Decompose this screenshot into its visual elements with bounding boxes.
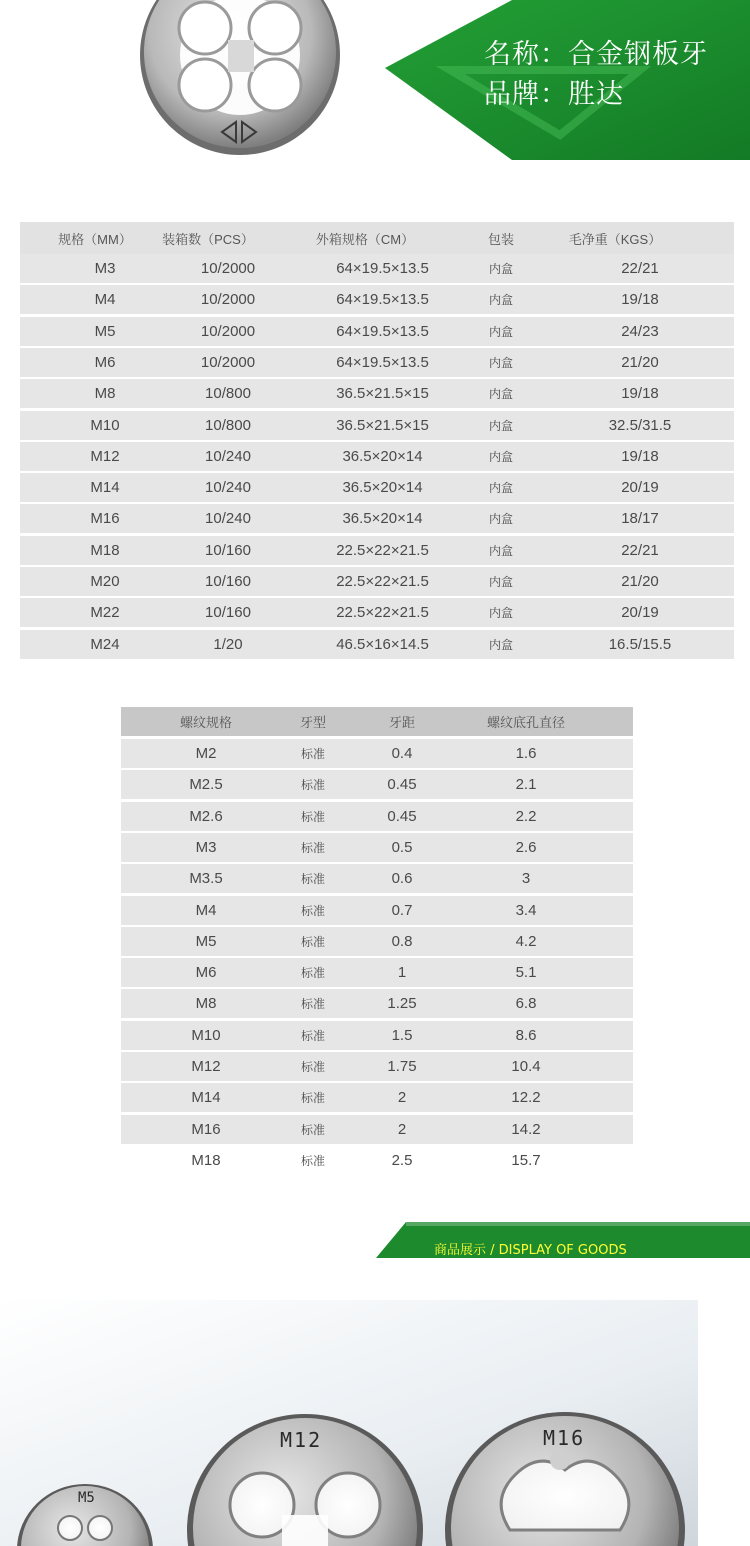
table-cell: M4 [195, 901, 217, 919]
table-cell: 2.6 [515, 838, 537, 856]
table-cell: 6.8 [515, 995, 537, 1013]
table-cell: M14 [90, 479, 120, 497]
table-cell: M2.5 [189, 776, 223, 794]
table-cell: 64×19.5×13.5 [336, 353, 429, 371]
table-cell: 1 [397, 964, 407, 982]
table-cell: 1.25 [387, 995, 417, 1013]
table-cell: M14 [191, 1089, 221, 1107]
table-row [20, 504, 734, 533]
table-row [20, 630, 734, 659]
table-cell: 标准 [300, 872, 325, 887]
table-cell: 2 [397, 1089, 407, 1107]
table-cell: 标准 [300, 1091, 325, 1106]
table-cell: M8 [94, 385, 116, 403]
table-cell: 10/160 [205, 604, 251, 622]
table-cell: M22 [90, 604, 120, 622]
table-cell: 36.5×21.5×15 [336, 416, 429, 434]
table-cell: 19/18 [621, 447, 659, 465]
table-cell: 0.45 [387, 776, 417, 794]
table-cell: M2 [195, 745, 217, 762]
table-cell: 0.8 [391, 932, 413, 950]
table-cell: 2.1 [515, 776, 537, 794]
table-row [121, 1115, 633, 1144]
table-cell: 内盒 [488, 575, 513, 589]
table-cell: 10/2000 [200, 260, 256, 277]
table-cell: 10/240 [205, 479, 251, 497]
table-row [121, 989, 633, 1018]
table-cell: 64×19.5×13.5 [336, 322, 429, 340]
packing-spec-table [20, 222, 734, 658]
die-size-label: M16 [543, 1426, 586, 1450]
table-cell: 标准 [300, 1060, 325, 1074]
table-row [121, 864, 633, 893]
table-cell: 12.2 [511, 1089, 541, 1107]
table-cell: 4.2 [515, 932, 537, 950]
table-cell: 标准 [300, 934, 325, 949]
table-cell: M5 [94, 322, 116, 340]
column-header: 牙距 [388, 715, 415, 730]
table-cell: 内盒 [488, 262, 513, 276]
table-cell: 2.2 [515, 807, 537, 825]
table-cell: 标准 [300, 997, 325, 1012]
table-cell: M10 [191, 1026, 221, 1044]
product-brand-line: 品牌：胜达 [484, 79, 624, 110]
table-cell: M3 [94, 260, 116, 277]
table-row [121, 1083, 633, 1112]
table-row [20, 254, 734, 283]
table-row [20, 411, 734, 440]
table-cell: 0.45 [387, 807, 417, 825]
table-cell: 0.5 [391, 838, 413, 856]
table-cell: M2.6 [189, 807, 223, 825]
table-cell: 10/160 [205, 573, 251, 590]
table-cell: 内盒 [488, 481, 513, 496]
table-cell: M12 [90, 447, 120, 465]
table-cell: M18 [90, 541, 120, 559]
table-header-row [121, 707, 633, 736]
table-cell: 10/2000 [200, 322, 256, 340]
table-cell: 36.5×21.5×15 [336, 385, 429, 403]
column-header: 包装 [487, 231, 514, 247]
table-cell: 1.5 [391, 1026, 413, 1044]
table-cell: 22.5×22×21.5 [336, 573, 429, 590]
table-cell: 标准 [300, 809, 325, 824]
column-header: 装箱数（PCS） [162, 231, 254, 247]
table-cell: 21/20 [621, 353, 659, 371]
table-cell: M16 [191, 1120, 221, 1138]
table-row [20, 567, 734, 596]
thread-spec-table [121, 707, 633, 1175]
table-cell: M5 [195, 932, 217, 950]
table-cell: 2.5 [391, 1151, 413, 1169]
table-cell: 10/2000 [200, 353, 256, 371]
table-cell: 0.7 [391, 901, 413, 919]
table-cell: 内盒 [488, 418, 513, 433]
table-cell: 3 [521, 870, 531, 888]
table-row [20, 317, 734, 346]
table-cell: 22/21 [621, 260, 659, 277]
column-header: 规格（MM） [58, 231, 132, 247]
table-cell: 24/23 [621, 322, 659, 340]
die-size-label: M5 [78, 1490, 95, 1506]
table-cell: 0.4 [391, 745, 413, 762]
column-header: 外箱规格（CM） [315, 231, 415, 247]
table-cell: 标准 [300, 903, 325, 918]
table-cell: 内盒 [488, 387, 513, 402]
column-header: 毛净重（KGS） [568, 231, 662, 247]
table-row [121, 802, 633, 831]
table-cell: M12 [191, 1058, 221, 1075]
table-row [121, 1146, 633, 1175]
table-cell: 32.5/31.5 [608, 416, 672, 434]
table-cell: 18/17 [621, 510, 659, 528]
table-row [121, 833, 633, 862]
die-photo [0, 1300, 698, 1546]
table-cell: 22.5×22×21.5 [336, 541, 429, 559]
table-cell: 64×19.5×13.5 [336, 260, 429, 277]
table-cell: M3 [195, 838, 217, 856]
table-cell: 64×19.5×13.5 [336, 291, 429, 309]
table-cell: 1.6 [515, 745, 537, 762]
table-cell: 2 [397, 1120, 407, 1138]
table-cell: 10/160 [205, 541, 251, 559]
table-cell: 10/240 [205, 510, 251, 528]
table-row [20, 285, 734, 314]
table-cell: 8.6 [515, 1026, 537, 1044]
table-cell: 内盒 [488, 637, 513, 652]
table-row [121, 958, 633, 987]
table-cell: M6 [94, 353, 116, 371]
product-display-photo [0, 1300, 698, 1546]
table-cell: 内盒 [488, 543, 513, 558]
table-cell: M20 [90, 573, 120, 590]
table-cell: 22/21 [621, 541, 659, 559]
table-cell: 标准 [300, 1153, 325, 1168]
column-header: 螺纹底孔直径 [486, 715, 565, 730]
table-cell: 1/20 [213, 635, 243, 653]
table-cell: 标准 [300, 966, 325, 981]
table-cell: 5.1 [515, 964, 537, 982]
table-cell: 15.7 [511, 1151, 541, 1169]
table-row [121, 927, 633, 956]
table-cell: 14.2 [511, 1120, 541, 1138]
table-cell: 36.5×20×14 [342, 479, 423, 497]
table-cell: 内盒 [488, 606, 513, 621]
display-section-banner [376, 1222, 750, 1258]
table-row [20, 348, 734, 377]
table-row [20, 379, 734, 408]
table-cell: 46.5×16×14.5 [336, 635, 429, 653]
table-cell: 21/20 [621, 573, 659, 590]
table-cell: M4 [94, 291, 116, 309]
table-cell: 内盒 [488, 324, 513, 339]
column-header: 牙型 [299, 715, 326, 730]
table-row [121, 770, 633, 799]
table-row [121, 1021, 633, 1050]
table-cell: M3.5 [189, 870, 223, 888]
table-cell: 10/2000 [200, 291, 256, 309]
table-cell: 19/18 [621, 385, 659, 403]
table-row [121, 739, 633, 768]
table-cell: 36.5×20×14 [342, 447, 423, 465]
table-row [20, 442, 734, 471]
display-section-title: 商品展示 / DISPLAY OF GOODS [434, 1243, 627, 1258]
table-cell: M6 [195, 964, 217, 982]
table-cell: 1.75 [387, 1058, 417, 1075]
die-size-label: M12 [280, 1428, 323, 1452]
table-cell: 10/240 [205, 447, 251, 465]
table-cell: 10/800 [205, 385, 251, 403]
column-header: 螺纹规格 [179, 715, 232, 730]
table-cell: 内盒 [488, 512, 513, 527]
table-cell: 36.5×20×14 [342, 510, 423, 528]
table-row [20, 473, 734, 502]
table-row [121, 896, 633, 925]
header-graphic [0, 0, 750, 160]
table-cell: 10.4 [511, 1058, 541, 1075]
table-cell: M18 [191, 1151, 221, 1169]
table-cell: 10/800 [205, 416, 251, 434]
table-cell: M24 [90, 635, 120, 653]
die-image-top [140, 0, 340, 155]
table-cell: 20/19 [621, 604, 659, 622]
table-row [121, 1052, 633, 1081]
table-cell: 内盒 [488, 293, 513, 308]
table-cell: 20/19 [621, 479, 659, 497]
table-row [20, 598, 734, 627]
product-name-line: 名称：合金钢板牙 [484, 39, 708, 70]
table-cell: 内盒 [488, 449, 513, 464]
table-cell: M8 [195, 995, 217, 1013]
table-cell: M16 [90, 510, 120, 528]
table-cell: 0.6 [391, 870, 413, 888]
table-cell: 标准 [300, 1028, 325, 1043]
table-cell: 22.5×22×21.5 [336, 604, 429, 622]
table-cell: 3.4 [515, 901, 537, 919]
table-cell: 内盒 [488, 355, 513, 370]
table-cell: M10 [90, 416, 120, 434]
table-cell: 标准 [300, 840, 325, 855]
table-cell: 标准 [300, 778, 325, 793]
table-cell: 19/18 [621, 291, 659, 309]
product-header [0, 0, 750, 160]
table-cell: 16.5/15.5 [608, 635, 672, 653]
table-cell: 标准 [300, 747, 325, 761]
table-cell: 标准 [300, 1122, 325, 1137]
table-row [20, 536, 734, 565]
table-header-row [20, 222, 734, 254]
